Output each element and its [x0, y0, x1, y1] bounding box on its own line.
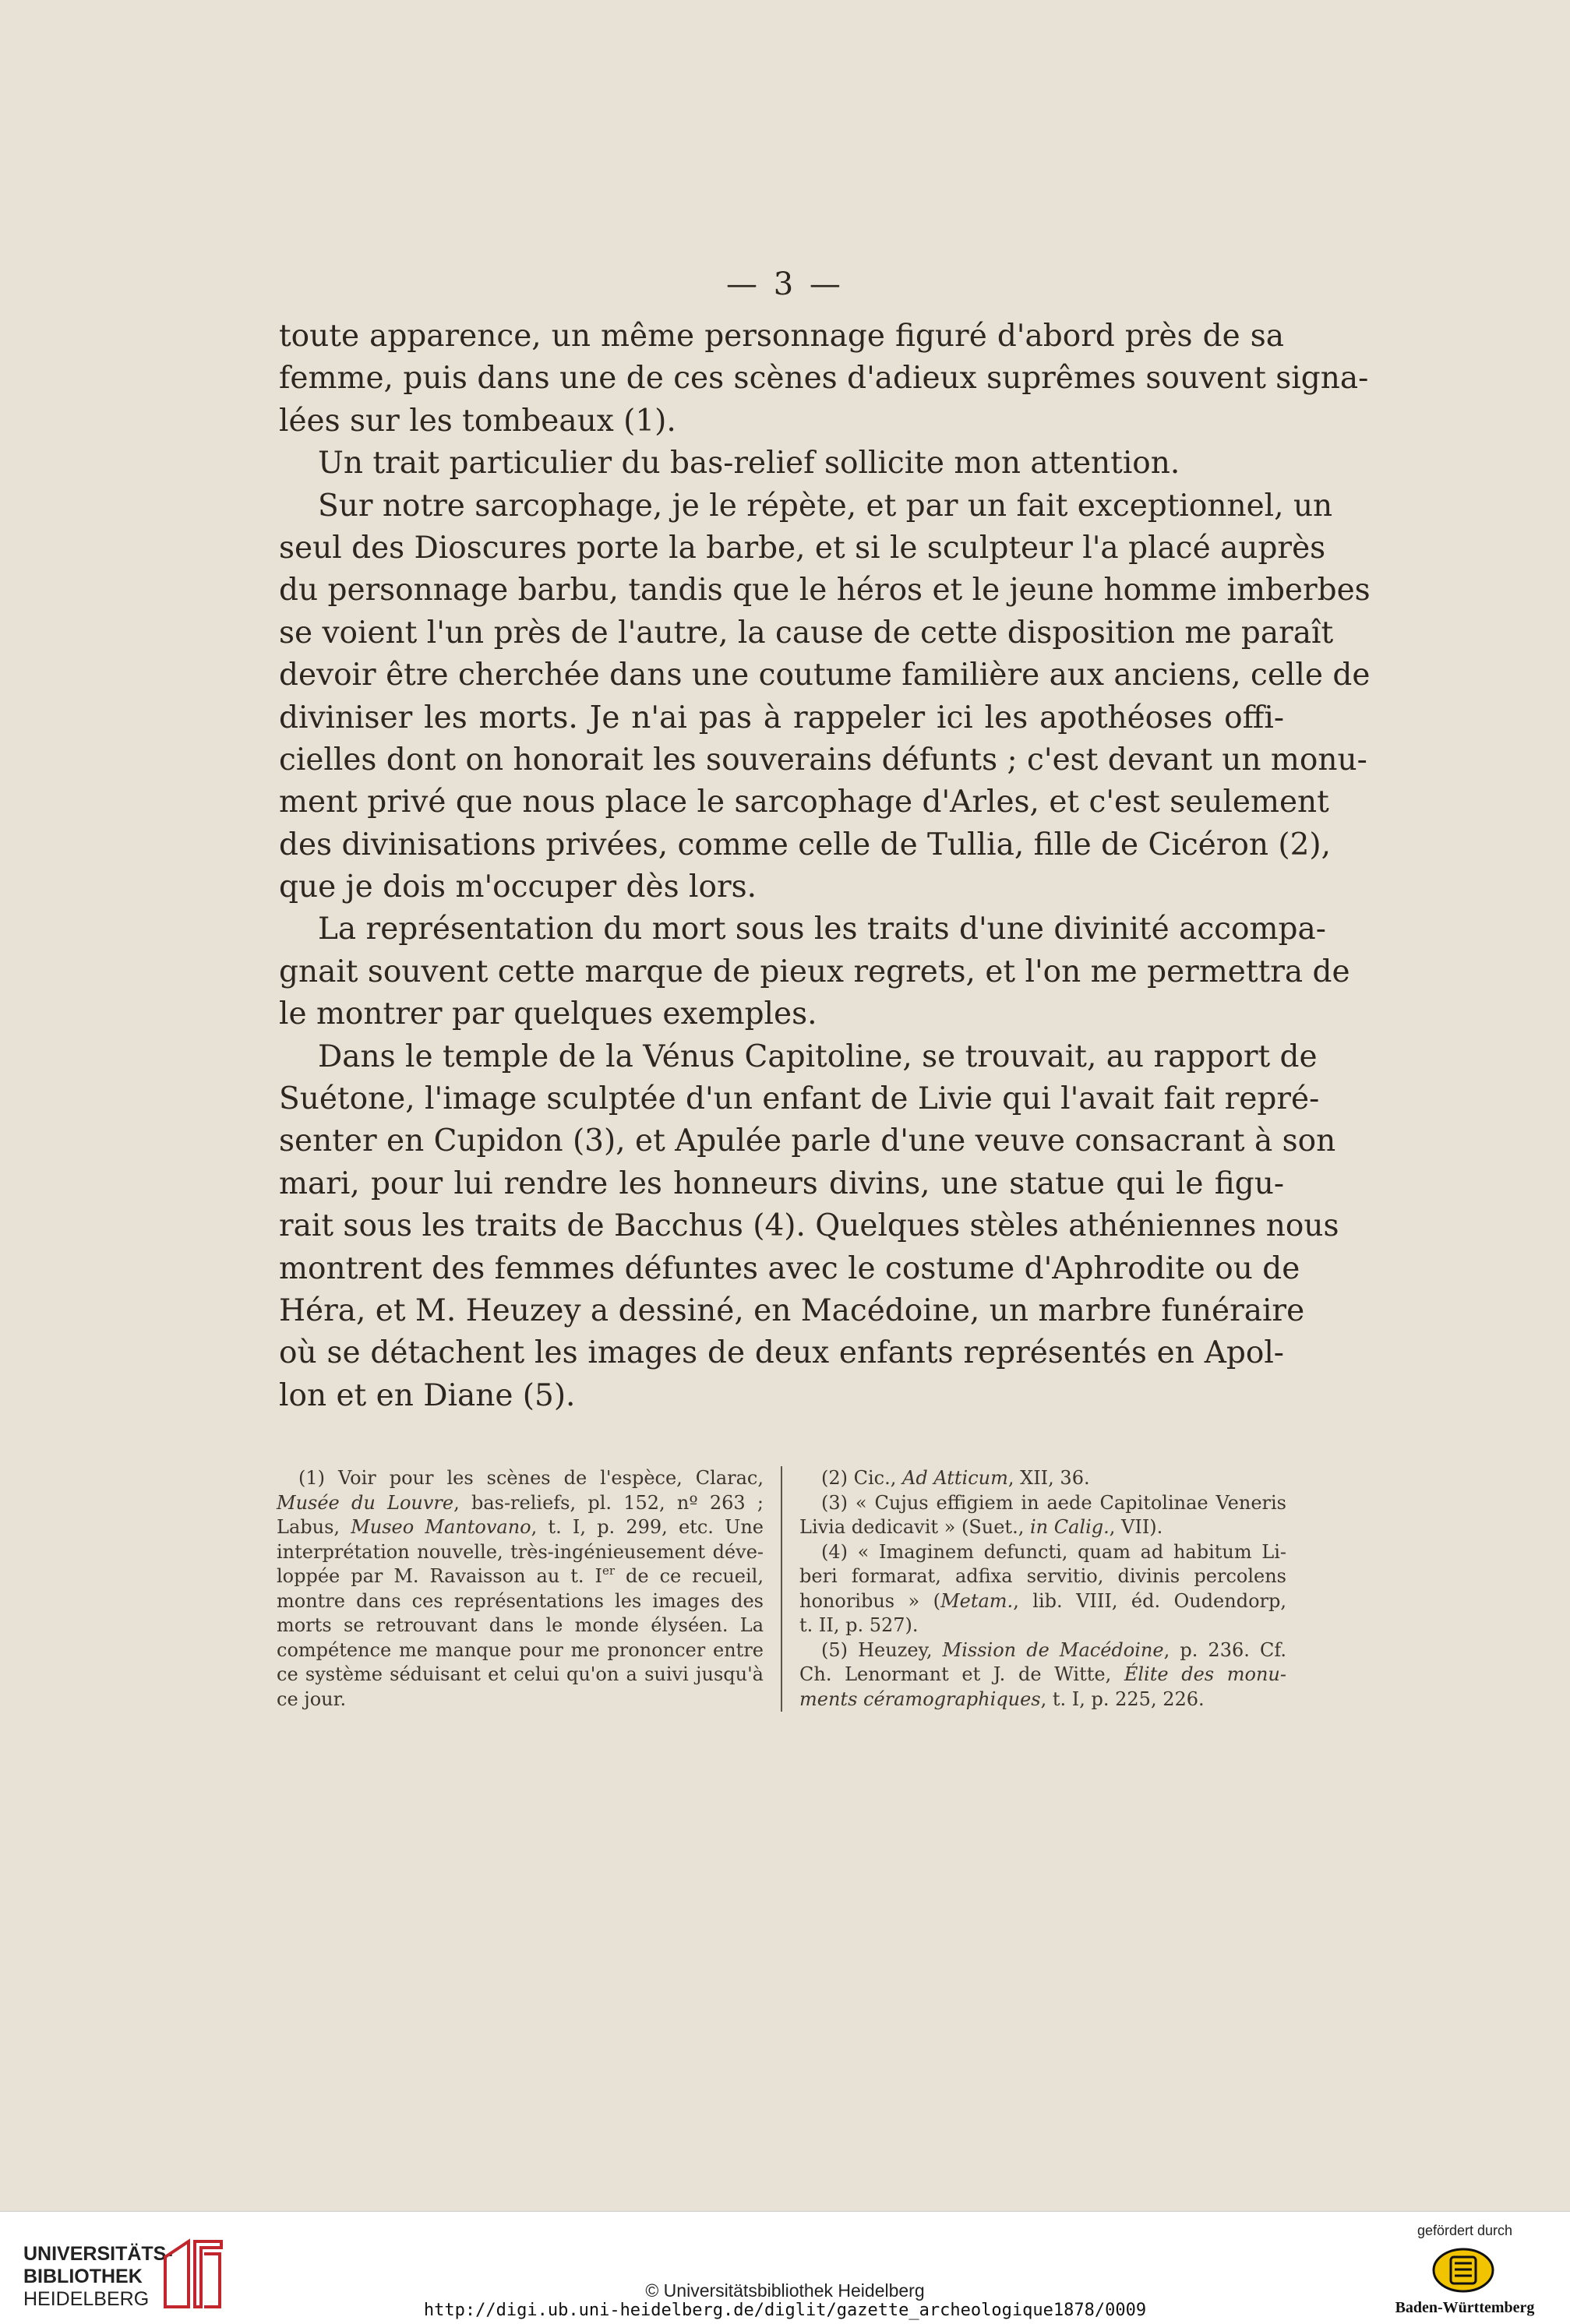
body-line: mari, pour lui rendre les honneurs divins, une statue qui le figu-: [279, 1166, 1284, 1201]
footnote-line: (5) Heuzey, Mission de Macédoine, p. 236. Cf.: [821, 1638, 1286, 1661]
footnote-line: montre dans ces représentations les images des: [277, 1589, 764, 1612]
footnote-line: (3) « Cujus effigiem in aede Capitolinae Veneris: [821, 1491, 1286, 1514]
footnote-line: loppée par M. Ravaisson au t. Ier de ce recueil,: [277, 1564, 764, 1587]
footnote-line: interprétation nouvelle, très-ingénieusement déve-: [277, 1540, 764, 1563]
body-line: des divinisations privées, comme celle de Tullia, fille de Cicéron (2),: [279, 827, 1332, 862]
body-line: Dans le temple de la Vénus Capitoline, se trouvait, au rapport de: [318, 1039, 1318, 1074]
body-line: Suétone, l'image sculptée d'un enfant de Livie qui l'avait fait repré-: [279, 1081, 1320, 1117]
footnote-line: Ch. Lenormant et J. de Witte, Élite des monu-: [799, 1663, 1286, 1685]
footnote-line: compétence me manque pour me prononcer entre: [277, 1638, 764, 1661]
footnote-line: Livia dedicavit » (Suet., in Calig., VII).: [799, 1516, 1163, 1538]
footnote-line: (2) Cic., Ad Atticum, XII, 36.: [821, 1467, 1090, 1489]
page-number: — 3 —: [726, 266, 844, 302]
footnote-line: ments céramographiques, t. I, p. 225, 226.: [799, 1687, 1205, 1710]
body-line: du personnage barbu, tandis que le héros et le jeune homme imberbes: [279, 573, 1371, 608]
library-name-line: UNIVERSITÄTS-: [23, 2243, 173, 2265]
permalink-url[interactable]: http://digi.ub.uni-heidelberg.de/diglit/gazette_archeologique1878/0009: [423, 2301, 1147, 2320]
footnote-line: beri formarat, adfixa servitio, divinis percolens: [799, 1565, 1286, 1587]
body-text: [279, 316, 1371, 1417]
body-line: devoir être cherchée dans une coutume familière aux anciens, celle de: [279, 658, 1371, 693]
body-line: diviniser les morts. Je n'ai pas à rappeler ici les apothéoses offi-: [279, 700, 1284, 735]
body-line: toute apparence, un même personnage figuré d'abord près de sa: [279, 319, 1284, 354]
footnote-line: honoribus » (Metam., lib. VIII, éd. Oudendorp,: [799, 1589, 1286, 1612]
body-line: ment privé que nous place le sarcophage d'Arles, et c'est seulement: [279, 785, 1329, 820]
body-line: rait sous les traits de Bacchus (4). Quelques stèles athéniennes nous: [279, 1208, 1339, 1244]
baden-wuerttemberg-crest-icon: [1431, 2246, 1496, 2294]
body-line: Un trait particulier du bas-relief sollicite mon attention.: [318, 446, 1180, 481]
body-line: le montrer par quelques exemples.: [279, 996, 817, 1032]
footnotes: [277, 1466, 1290, 1712]
body-line: montrent des femmes défuntes avec le costume d'Aphrodite ou de: [279, 1250, 1300, 1286]
footnotes-left-column: [277, 1466, 782, 1712]
body-line: où se détachent les images de deux enfants représentés en Apol-: [279, 1335, 1284, 1371]
footnotes-right-column: [782, 1466, 1286, 1712]
body-line: La représentation du mort sous les traits d'une divinité accompa-: [318, 912, 1326, 947]
footnote-line: (4) « Imaginem defuncti, quam ad habitum Li-: [821, 1540, 1286, 1563]
funder-name: Baden-Württemberg: [1395, 2299, 1535, 2316]
body-line: senter en Cupidon (3), et Apulée parle d'une veuve consacrant à son: [279, 1123, 1336, 1159]
footnote-line: morts se retrouvant dans le monde élyséen. La: [277, 1614, 764, 1636]
body-line: que je dois m'occuper dès lors.: [279, 869, 757, 905]
funded-by-label: gefördert durch: [1417, 2223, 1513, 2238]
footnote-line: Labus, Museo Mantovano, t. I, p. 299, etc. Une: [277, 1516, 764, 1538]
body-line: gnait souvent cette marque de pieux regrets, et l'on me permettra de: [279, 954, 1350, 989]
footnote-line: ce système séduisant et celui qu'on a suivi jusqu'à: [277, 1663, 764, 1685]
footnote-line: Musée du Louvre, bas-reliefs, pl. 152, nº 263 ;: [277, 1491, 764, 1514]
footnote-line: ce jour.: [277, 1687, 347, 1710]
body-line: se voient l'un près de l'autre, la cause de cette disposition me paraît: [279, 615, 1334, 651]
body-line: cielles dont on honorait les souverains défunts ; c'est devant un monu-: [279, 742, 1367, 778]
body-line: Sur notre sarcophage, je le répète, et par un fait exceptionnel, un: [318, 488, 1333, 524]
copyright-text: © Universitätsbibliothek Heidelberg: [645, 2280, 925, 2301]
library-name-line: HEIDELBERG: [23, 2288, 150, 2310]
body-line: Héra, et M. Heuzey a dessiné, en Macédoine, un marbre funéraire: [279, 1292, 1305, 1328]
footnote-line: t. II, p. 527).: [799, 1614, 919, 1636]
footer-bar: [0, 2211, 1570, 2324]
footnote-line: (1) Voir pour les scènes de l'espèce, Clarac,: [298, 1467, 764, 1489]
library-name-line: BIBLIOTHEK: [23, 2266, 143, 2287]
body-line: lon et en Diane (5).: [279, 1377, 576, 1413]
body-line: femme, puis dans une de ces scènes d'adieux suprêmes souvent signa-: [279, 361, 1369, 397]
body-line: lées sur les tombeaux (1).: [279, 403, 676, 439]
body-line: seul des Dioscures porte la barbe, et si le sculpteur l'a placé auprès: [279, 530, 1326, 566]
